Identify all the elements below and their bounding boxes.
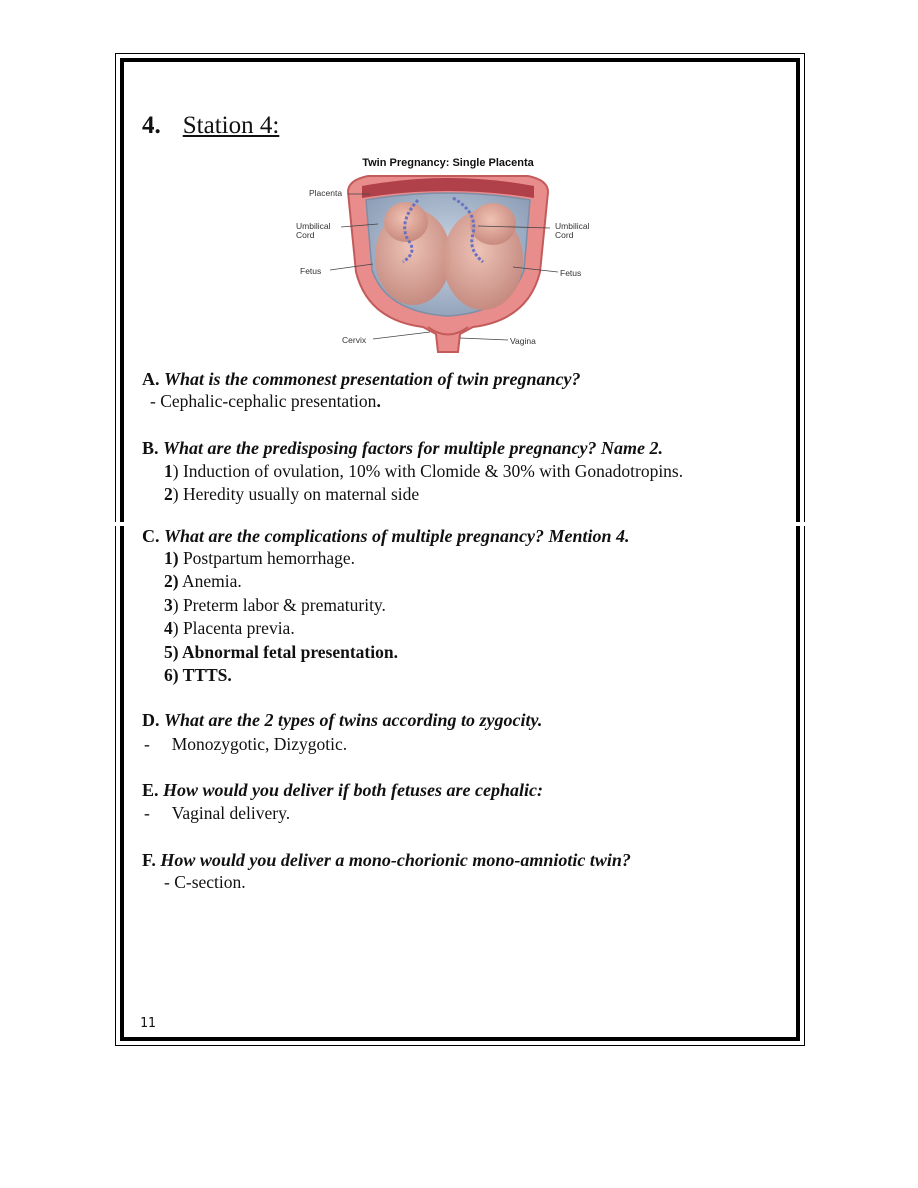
frame-break-right bbox=[796, 522, 810, 526]
question-f: F. How would you deliver a mono-chorionic mono-amniotic twin? bbox=[142, 850, 631, 870]
answer-a: - Cephalic-cephalic presentation. bbox=[150, 391, 381, 411]
label-placenta: Placenta bbox=[309, 188, 343, 198]
twin-pregnancy-figure bbox=[278, 152, 618, 358]
answer-c-4: 4) Placenta previa. bbox=[164, 618, 295, 638]
frame-break-left bbox=[110, 522, 124, 526]
label-cervix: Cervix bbox=[342, 335, 367, 345]
question-a bbox=[142, 368, 581, 390]
answer-e: - Vaginal delivery. bbox=[144, 803, 291, 823]
answer-b-1: 1) Induction of ovulation, 10% with Clomide & 30% with Gonadotropins. bbox=[164, 461, 684, 481]
page-number: 11 bbox=[140, 1016, 156, 1031]
question-d: D. What are the 2 types of twins according to zygocity. bbox=[142, 710, 543, 730]
label-vagina: Vagina bbox=[510, 336, 536, 346]
answer-c-1: 1) Postpartum hemorrhage. bbox=[164, 548, 355, 568]
question-c: C. What are the complications of multiple pregnancy? Mention 4. bbox=[142, 526, 630, 546]
question-b: B. What are the predisposing factors for multiple pregnancy? Name 2. bbox=[142, 438, 664, 458]
answer-b-2: 2) Heredity usually on maternal side bbox=[164, 484, 420, 504]
figure-title: Twin Pregnancy: Single Placenta bbox=[362, 157, 534, 169]
question-e: E. How would you deliver if both fetuses are cephalic: bbox=[142, 780, 543, 800]
label-fetus-right: Fetus bbox=[560, 268, 582, 278]
station-number: 4. bbox=[142, 112, 161, 139]
answer-c-3: 3) Preterm labor & prematurity. bbox=[164, 595, 386, 615]
answer-c-5: 5) Abnormal fetal presentation. bbox=[164, 642, 398, 662]
answer-d: - Monozygotic, Dizygotic. bbox=[144, 734, 348, 754]
label-fetus-left: Fetus bbox=[300, 266, 322, 276]
uterus-illustration bbox=[278, 152, 618, 358]
answer-c-6: 6) TTTS. bbox=[164, 665, 232, 685]
answer-f: - C-section. bbox=[164, 872, 246, 892]
station-heading bbox=[142, 112, 279, 140]
label-umbilical-cord-left: Umbilical Cord bbox=[296, 221, 331, 240]
question-text: What is the commonest presentation of twin pregnancy? bbox=[164, 369, 581, 389]
answer-c-2: 2) Anemia. bbox=[164, 571, 242, 591]
label-umbilical-cord-right: Umbilical Cord bbox=[555, 221, 590, 240]
question-letter: A. bbox=[142, 369, 160, 389]
station-title: Station 4: bbox=[182, 112, 280, 139]
